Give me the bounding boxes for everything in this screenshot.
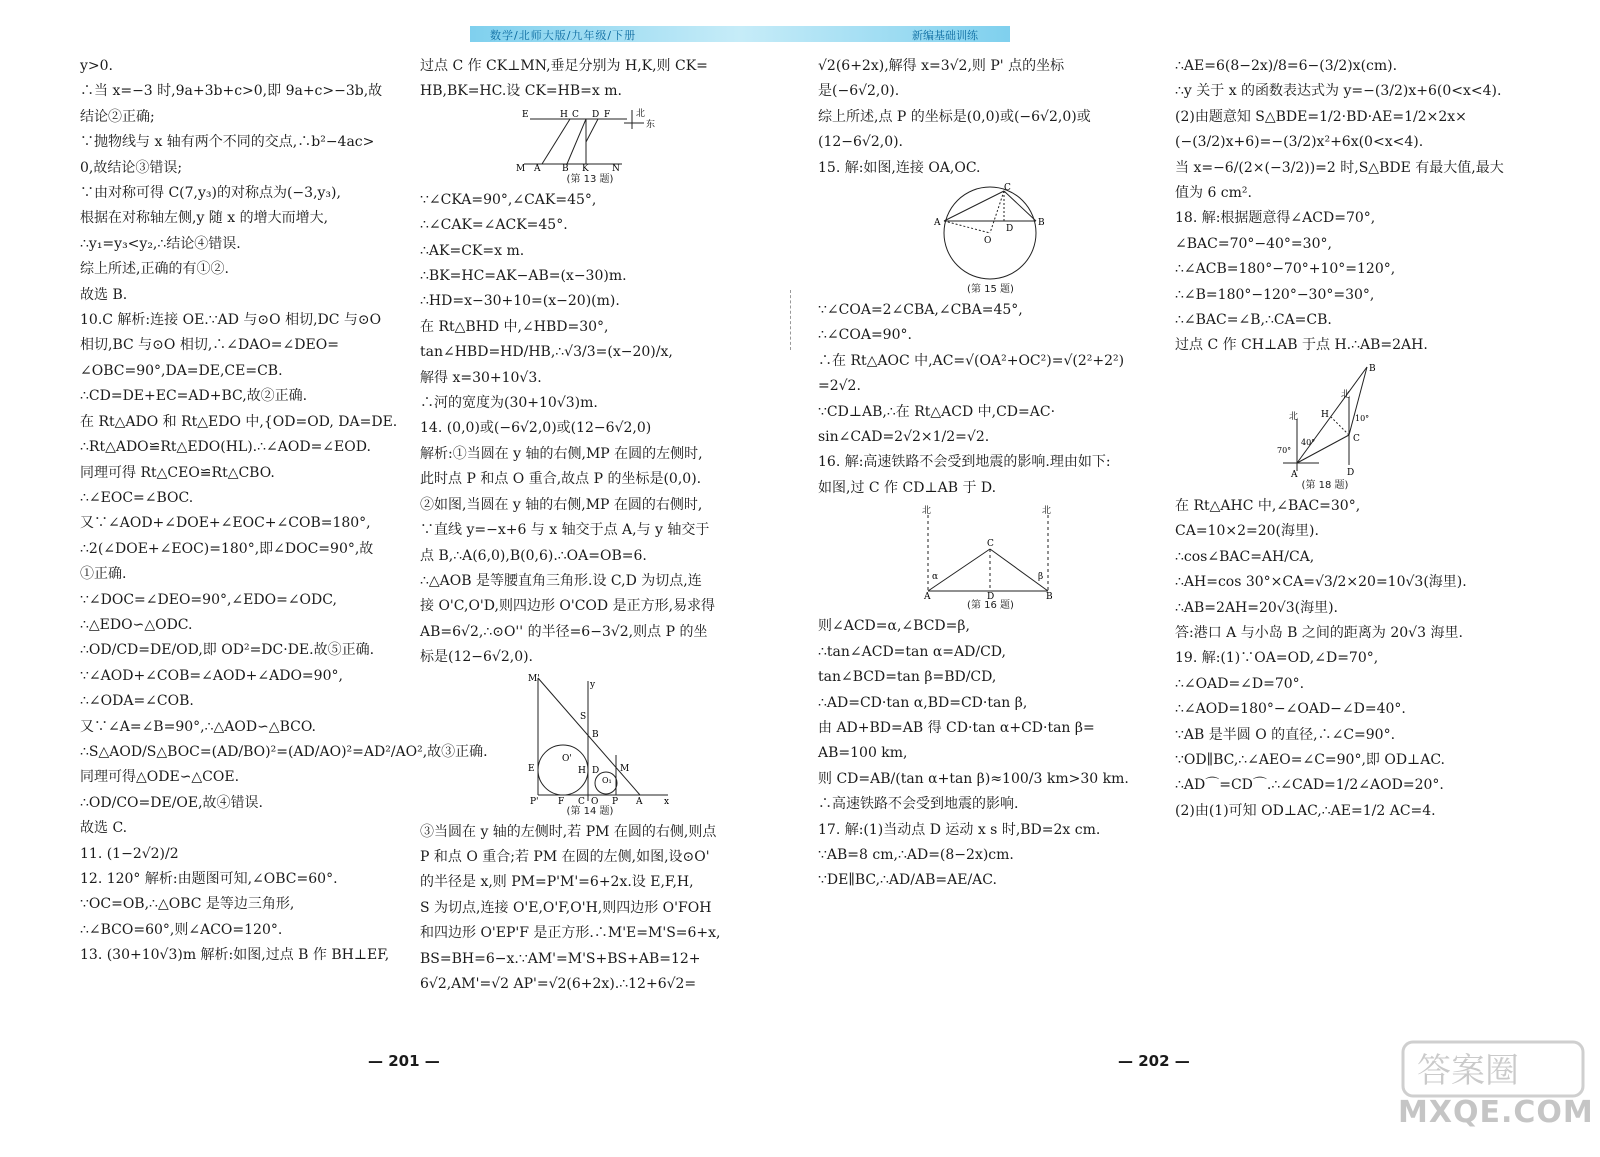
fig14-label-D: D xyxy=(592,765,600,776)
text-line: ∴∠B=180°−120°−30°=30°, xyxy=(1175,286,1375,303)
text-line: ∵直线 y=−x+6 与 x 轴交于点 A,与 y 轴交于 xyxy=(420,522,710,539)
fig18-label-C: C xyxy=(1353,433,1360,444)
text-line: HB,BK=HC.设 CK=HB=x m. xyxy=(420,83,622,100)
figure-13 xyxy=(420,107,760,186)
text-line: ∵CD⊥AB,∴在 Rt△ACD 中,CD=AC· xyxy=(818,403,1056,420)
text-line: 又∵∠AOD+∠DOE+∠EOC+∠COB=180°, xyxy=(80,515,371,532)
text-line: 15. 解:如图,连接 OA,OC. xyxy=(818,159,981,176)
fig13-label-N: N xyxy=(612,163,620,173)
text-line: 此时点 P 和点 O 重合,故点 P 的坐标是(0,0). xyxy=(420,471,702,488)
text-line: 11. (1−2√2)/2 xyxy=(80,845,179,862)
fig18-label-10deg: 10° xyxy=(1355,413,1370,423)
fig13-label-H: H xyxy=(560,109,568,120)
text-line: AB=6√2,∴⊙O'' 的半径=6−3√2,则点 P 的坐 xyxy=(420,623,708,640)
fig18-label-A: A xyxy=(1291,469,1298,479)
text-line: 答:港口 A 与小岛 B 之间的距离为 20√3 海里. xyxy=(1175,624,1463,641)
col4b-lines xyxy=(1175,494,1530,824)
fig13-label-C: C xyxy=(572,109,579,120)
text-line: ∴河的宽度为(30+10√3)m. xyxy=(420,395,598,412)
text-line: ∵∠COA=2∠CBA,∠CBA=45°, xyxy=(818,302,1023,319)
text-line: ∴∠COA=90°. xyxy=(818,327,912,344)
text-line: 相切,BC 与⊙O 相切,∴∠DAO=∠DEO= xyxy=(80,337,339,354)
fig13-label-north: 北 xyxy=(636,108,646,119)
text-line: 根据在对称轴左侧,y 随 x 的增大而增大, xyxy=(80,210,329,227)
text-line: 0,故结论③错误; xyxy=(80,159,183,176)
col3c-lines xyxy=(818,614,1163,893)
text-line: √2(6+2x),解得 x=3√2,则 P' 点的坐标 xyxy=(818,58,1065,74)
fig14-label-O: O xyxy=(591,796,599,805)
figure-16-diagram xyxy=(914,503,1064,599)
text-line: ∴AD=CD·tan α,BD=CD·tan β, xyxy=(818,694,1028,711)
text-line: ∴∠CAK=∠ACK=45°. xyxy=(420,217,568,234)
fig18-label-north-C: 北 xyxy=(1341,389,1351,400)
text-line: ③当圆在 y 轴的左侧时,若 PM 在圆的右侧,则点 xyxy=(420,823,717,840)
text-line: 是(−6√2,0). xyxy=(818,83,900,100)
text-line: P 和点 O 重合;若 PM 在圆的左侧,如图,设⊙O' xyxy=(420,848,710,865)
fig14-label-H: H xyxy=(578,765,586,776)
text-line: ∵抛物线与 x 轴有两个不同的交点,∴b²−4ac> xyxy=(80,134,375,151)
header-series: 新编基础训练 xyxy=(912,29,978,42)
fig18-label-B: B xyxy=(1369,363,1376,374)
text-line: 在 Rt△BHD 中,∠HBD=30°, xyxy=(420,318,609,335)
fig14-label-Oprime: O' xyxy=(562,753,572,764)
fig16-label-D: D xyxy=(987,592,995,600)
text-line: 过点 C 作 CH⊥AB 于点 H.∴AB=2AH. xyxy=(1175,337,1428,354)
fig15-label-A: A xyxy=(934,218,941,229)
fig14-label-Pprime: P' xyxy=(530,796,539,805)
text-line: ∴y₁=y₃<y₂,∴结论④错误. xyxy=(80,235,241,252)
figure-14-diagram xyxy=(518,673,678,805)
text-line: ∴y 关于 x 的函数表达式为 y=−(3/2)x+6(0<x<4). xyxy=(1175,83,1502,100)
text-line: ∴AK=CK=x m. xyxy=(420,242,525,259)
text-line: S 为切点,连接 O'E,O'F,O'H,则四边形 O'FOH xyxy=(420,899,712,916)
text-line: ∴∠ACB=180°−70°+10°=120°, xyxy=(1175,261,1396,278)
text-line: 解得 x=30+10√3. xyxy=(420,369,542,386)
watermark-text: MXQE.COM xyxy=(1398,1095,1594,1130)
text-line: ∵∠AOD+∠COB=∠AOD+∠ADO=90°, xyxy=(80,667,343,684)
text-line: ②如图,当圆在 y 轴的右侧,MP 在圆的右侧时, xyxy=(420,496,703,513)
watermark-label: 答案圈 xyxy=(1417,1051,1519,1091)
text-line: 故选 C. xyxy=(80,820,128,837)
figure-18-diagram xyxy=(1275,361,1395,479)
column-3 xyxy=(818,54,1163,894)
fig13-label-M: M xyxy=(516,163,526,173)
text-line: ∵OD∥BC,∴∠AEO=∠C=90°,即 OD⊥AC. xyxy=(1175,751,1445,768)
fig14-label-B: B xyxy=(592,729,599,740)
text-line: sin∠CAD=2√2×1/2=√2. xyxy=(818,429,990,446)
text-line: 10.C 解析:连接 OE.∵AD 与⊙O 相切,DC 与⊙O xyxy=(80,312,382,329)
text-line: ∴∠AOD=180°−∠OAD−∠D=40°. xyxy=(1175,701,1406,718)
fig16-label-beta: β xyxy=(1038,572,1044,583)
text-line: ∴当 x=−3 时,9a+3b+c>0,即 9a+c>−3b,故 xyxy=(80,83,383,100)
fig14-label-Mprime: M' xyxy=(528,673,540,684)
figure-16 xyxy=(818,503,1163,612)
text-line: ∴BK=HC=AK−AB=(x−30)m. xyxy=(420,268,627,285)
col2b-lines xyxy=(420,188,760,671)
fig18-label-40deg: 40° xyxy=(1301,437,1316,447)
page-number-right: — 202 — xyxy=(1118,1052,1190,1070)
text-line: 值为 6 cm². xyxy=(1175,185,1252,202)
text-line: ∵AB=8 cm,∴AD=(8−2x)cm. xyxy=(818,846,1014,863)
figure-15-caption: (第 15 题) xyxy=(967,284,1014,296)
fig13-label-K: K xyxy=(582,163,589,173)
text-line: ∠BAC=70°−40°=30°, xyxy=(1175,235,1332,252)
fig15-label-O: O xyxy=(984,236,992,247)
col2a-lines xyxy=(420,54,760,105)
fig18-label-north-A: 北 xyxy=(1289,411,1299,422)
text-line: 综上所述,点 P 的坐标是(0,0)或(−6√2,0)或 xyxy=(818,108,1091,125)
column-2 xyxy=(420,54,760,997)
text-line: 当 x=−6/(2×(−3/2))=2 时,S△BDE 有最大值,最大 xyxy=(1175,159,1504,176)
text-line: ∴HD=x−30+10=(x−20)(m). xyxy=(420,293,620,310)
text-line: ∵DE∥BC,∴AD/AB=AE/AC. xyxy=(818,872,997,889)
text-line: tan∠HBD=HD/HB,∴√3/3=(x−20)/x, xyxy=(420,344,673,361)
text-line: (12−6√2,0). xyxy=(818,134,904,151)
text-line: ∴AE=6(8−2x)/8=6−(3/2)x(cm). xyxy=(1175,58,1398,74)
fig18-label-H: H xyxy=(1321,409,1329,420)
fig16-label-C: C xyxy=(987,539,994,550)
figure-18-caption: (第 18 题) xyxy=(1301,479,1349,491)
fig14-label-C: C xyxy=(578,796,585,805)
col3a-lines xyxy=(818,54,1163,181)
fig13-label-B: B xyxy=(562,163,569,173)
fig16-label-alpha: α xyxy=(932,572,939,583)
text-line: 由 AD+BD=AB 得 CD·tan α+CD·tan β= xyxy=(818,719,1095,736)
text-line: 17. 解:(1)当动点 D 运动 x s 时,BD=2x cm. xyxy=(818,821,1101,838)
text-line: 6√2,AM'=√2 AP'=√2(6+2x).∴12+6√2= xyxy=(420,975,697,992)
text-line: 和四边形 O'EP'F 是正方形.∴M'E=M'S=6+x, xyxy=(420,925,721,942)
fig16-label-A: A xyxy=(924,592,931,600)
fig16-label-north-left: 北 xyxy=(922,506,932,517)
col2c-lines xyxy=(420,820,760,998)
fig13-label-D: D xyxy=(592,109,600,120)
text-line: 结论②正确; xyxy=(80,108,155,125)
text-line: 解析:①当圆在 y 轴的右侧,MP 在圆的左侧时, xyxy=(420,445,703,462)
text-line: ∵由对称可得 C(7,y₃)的对称点为(−3,y₃), xyxy=(80,185,341,202)
text-line: 则 CD=AB/(tan α+tan β)≈100/3 km>30 km. xyxy=(818,770,1129,787)
fig15-label-D: D xyxy=(1006,224,1014,235)
fig14-label-F: F xyxy=(558,796,565,805)
figure-16-caption: (第 16 题) xyxy=(967,600,1014,612)
column-4 xyxy=(1175,54,1530,824)
fig14-label-A: A xyxy=(636,796,643,805)
text-line: (−(3/2)x+6)=−(3/2)x²+6x(0<x<4). xyxy=(1175,134,1424,151)
text-line: ∴Rt△ADO≌Rt△EDO(HL).∴∠AOD=∠EOD. xyxy=(80,439,371,456)
text-line: ∵AB 是半圆 O 的直径,∴∠C=90°. xyxy=(1175,726,1396,743)
figure-13-diagram xyxy=(512,107,682,173)
fig14-label-E: E xyxy=(528,763,535,774)
text-line: (2)由(1)可知 OD⊥AC,∴AE=1/2 AC=4. xyxy=(1175,802,1436,819)
text-line: ∴tan∠ACD=tan α=AD/CD, xyxy=(818,643,1006,660)
text-line: ∵∠CKA=90°,∠CAK=45°, xyxy=(420,191,597,208)
fig16-label-north-right: 北 xyxy=(1042,506,1052,517)
fig14-label-M: M xyxy=(620,763,630,774)
text-line: 在 Rt△ADO 和 Rt△EDO 中,{OD=OD, DA=DE. xyxy=(80,413,398,430)
fig13-label-A: A xyxy=(534,163,541,173)
text-line: 16. 解:高速铁路不会受到地震的影响.理由如下: xyxy=(818,454,1111,471)
text-line: ∴△AOB 是等腰直角三角形.设 C,D 为切点,连 xyxy=(420,572,702,589)
text-line: ∴AD⌒=CD⌒.∴∠CAD=1/2∠AOD=20°. xyxy=(1175,777,1444,794)
text-line: =2√2. xyxy=(818,378,861,395)
text-line: ∴∠EOC=∠BOC. xyxy=(80,489,194,506)
text-line: 14. (0,0)或(−6√2,0)或(12−6√2,0) xyxy=(420,420,652,437)
text-line: 18. 解:根据题意得∠ACD=70°, xyxy=(1175,210,1376,227)
text-line: 12. 120° 解析:由题图可知,∠OBC=60°. xyxy=(80,871,338,887)
text-line: AB=100 km, xyxy=(818,745,908,762)
text-line: ∠OBC=90°,DA=DE,CE=CB. xyxy=(80,362,283,379)
fig15-label-C: C xyxy=(1004,183,1011,194)
fig14-label-O1: O₁ xyxy=(602,775,612,785)
watermark-logo xyxy=(1395,1038,1590,1150)
text-line: ∴∠ODA=∠COB. xyxy=(80,693,194,710)
text-line: BS=BH=6−x.∵AM'=M'S+BS+AB=12+ xyxy=(420,950,701,967)
figure-13-caption: (第 13 题) xyxy=(566,173,614,185)
text-line: 19. 解:(1)∵OA=OD,∠D=70°, xyxy=(1175,650,1379,667)
text-line: 点 B,∴A(6,0),B(0,6).∴OA=OB=6. xyxy=(420,547,647,564)
text-line: 则∠ACD=α,∠BCD=β, xyxy=(818,618,970,635)
fig16-label-B: B xyxy=(1046,592,1053,600)
text-line: ①正确. xyxy=(80,566,127,583)
figure-14-caption: (第 14 题) xyxy=(566,805,614,817)
text-line: 接 O'C,O'D,则四边形 O'COD 是正方形,易求得 xyxy=(420,598,716,615)
text-line: ∴2(∠DOE+∠EOC)=180°,即∠DOC=90°,故 xyxy=(80,540,374,557)
fig14-label-y: y xyxy=(590,679,596,690)
text-line: 同理可得 Rt△CEO≌Rt△CBO. xyxy=(80,464,275,481)
fig15-label-B: B xyxy=(1038,218,1045,229)
fig14-label-x: x xyxy=(664,796,670,805)
fig13-label-east: 东 xyxy=(646,119,656,130)
text-line: ∴∠BAC=∠B,∴CA=CB. xyxy=(1175,312,1332,329)
text-line: ∴∠OAD=∠D=70°. xyxy=(1175,675,1305,692)
fig18-label-D: D xyxy=(1347,467,1355,478)
text-line: ∴△EDO∽△ODC. xyxy=(80,616,193,633)
fig13-label-F: F xyxy=(604,109,611,120)
text-line: ∴AB=2AH=20√3(海里). xyxy=(1175,599,1339,616)
text-line: 又∵∠A=∠B=90°,∴△AOD∽△BCO. xyxy=(80,718,316,735)
text-line: 在 Rt△AHC 中,∠BAC=30°, xyxy=(1175,497,1361,514)
fig14-label-S: S xyxy=(580,711,587,722)
text-line: 过点 C 作 CK⊥MN,垂足分别为 H,K,则 CK= xyxy=(420,58,708,74)
text-line: ∴∠BCO=60°,则∠ACO=120°. xyxy=(80,921,283,938)
text-line: ∴在 Rt△AOC 中,AC=√(OA²+OC²)=√(2²+2²) xyxy=(818,352,1125,369)
text-line: (2)由题意知 S△BDE=1/2·BD·AE=1/2×2x× xyxy=(1175,108,1467,125)
figure-15-diagram xyxy=(930,183,1050,283)
text-line: CA=10×2=20(海里). xyxy=(1175,523,1319,540)
col4a-lines xyxy=(1175,54,1530,359)
text-line: ∴高速铁路不会受到地震的影响. xyxy=(818,796,1019,813)
text-line: ∴S△AOD/S△BOC=(AD/BO)²=(AD/AO)²=AD²/AO²,故③正确. xyxy=(80,743,488,760)
text-line: 如图,过 C 作 CD⊥AB 于 D. xyxy=(818,479,997,496)
text-line: ∴OD/CO=DE/OE,故④错误. xyxy=(80,794,264,811)
text-line: ∴cos∠BAC=AH/CA, xyxy=(1175,548,1315,565)
text-line: 的半径是 x,则 PM=P'M'=6+2x.设 E,F,H, xyxy=(420,874,694,891)
page-number-left: — 201 — xyxy=(368,1052,440,1070)
text-line: 13. (30+10√3)m 解析:如图,过点 B 作 BH⊥EF, xyxy=(80,947,390,964)
column-divider xyxy=(790,290,792,350)
fig13-label-E: E xyxy=(522,109,529,120)
text-line: 同理可得△ODE∽△COE. xyxy=(80,769,240,786)
text-line: ∴OD/CD=DE/OD,即 OD²=DC·DE.故⑤正确. xyxy=(80,642,375,659)
text-line: y>0. xyxy=(80,58,113,74)
text-line: 综上所述,正确的有①②. xyxy=(80,261,229,278)
figure-15 xyxy=(818,183,1163,296)
figure-14 xyxy=(420,673,760,818)
text-line: tan∠BCD=tan β=BD/CD, xyxy=(818,669,997,686)
text-line: 故选 B. xyxy=(80,286,128,303)
text-line: ∴CD=DE+EC=AD+BC,故②正确. xyxy=(80,388,308,405)
fig14-label-P: P xyxy=(612,796,619,805)
text-line: 标是(12−6√2,0). xyxy=(420,649,534,666)
header-subject: 数学/北师大版/九年级/下册 xyxy=(490,29,637,42)
text-line: ∴AH=cos 30°×CA=√3/2×20=10√3(海里). xyxy=(1175,574,1467,591)
text-line: ∵OC=OB,∴△OBC 是等边三角形, xyxy=(80,896,295,913)
col3b-lines xyxy=(818,298,1163,501)
figure-18 xyxy=(1175,361,1530,492)
fig18-label-70deg: 70° xyxy=(1277,445,1292,455)
text-line: ∵∠DOC=∠DEO=90°,∠EDO=∠ODC, xyxy=(80,591,337,608)
